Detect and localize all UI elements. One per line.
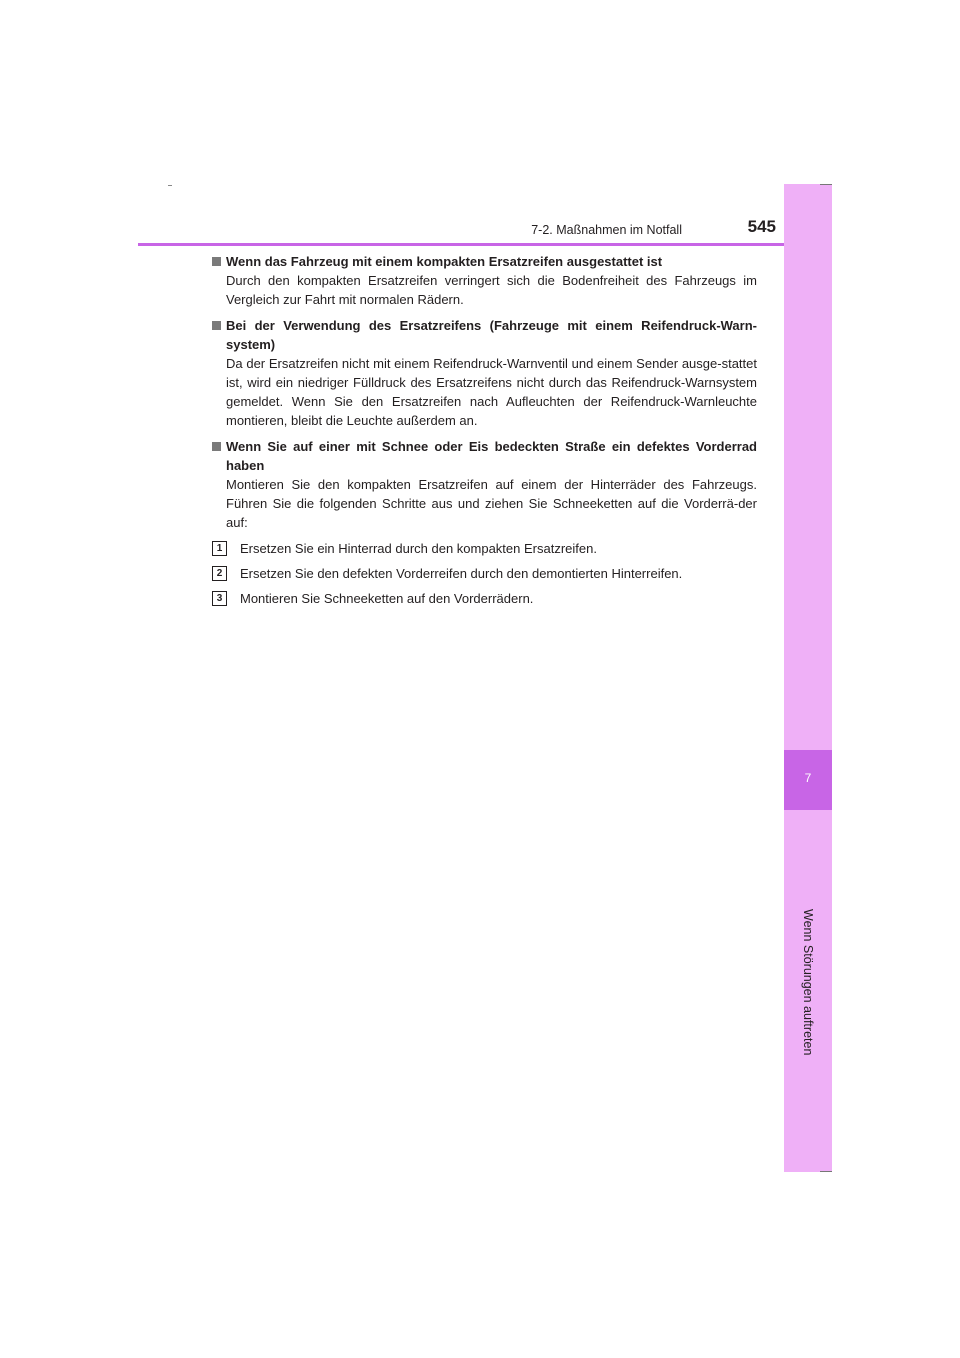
chapter-side-tab — [784, 184, 832, 1172]
section-heading-text: Wenn das Fahrzeug mit einem kompakten Ersatzreifen ausgestattet ist — [226, 254, 663, 269]
section-body: Da der Ersatzreifen nicht mit einem Reifendruck-Warnventil und einem Sender ausge-stattet ist, wird ein niedriger Fülldruck des Ersatzreifens nicht durch das Reifendruck-Warnsystem gemeldet. Wenn Sie den Ersatzreifen nach Aufleuchten der Reifendruck-Warnleuchte montieren, bleibt die Leuchte außerdem an. — [226, 356, 757, 428]
section-title: 7-2. Maßnahmen im Notfall — [531, 223, 682, 237]
chapter-number: 7 — [804, 771, 812, 785]
section-heading-text: Wenn Sie auf einer mit Schnee oder Eis bedeckten Straße ein defektes Vorderrad haben — [226, 439, 757, 473]
section-heading — [212, 437, 757, 475]
section-compact-spare — [212, 252, 757, 309]
square-bullet-icon — [212, 321, 221, 330]
page-header — [138, 214, 832, 244]
page-number: 545 — [747, 217, 776, 236]
step-number-box: 3 — [212, 591, 227, 606]
list-item — [212, 539, 757, 558]
header-rule — [138, 243, 832, 246]
section-body: Durch den kompakten Ersatzreifen verringert sich die Bodenfreiheit des Fahrzeugs im Vergleich zur Fahrt mit normalen Rädern. — [226, 273, 757, 307]
step-number-box: 1 — [212, 541, 227, 556]
square-bullet-icon — [212, 257, 221, 266]
step-text: Ersetzen Sie den defekten Vorderreifen durch den demontierten Hinterreifen. — [240, 566, 683, 581]
step-number-box: 2 — [212, 566, 227, 581]
step-text: Ersetzen Sie ein Hinterrad durch den kompakten Ersatzreifen. — [240, 541, 597, 556]
list-item — [212, 589, 757, 608]
list-item — [212, 564, 757, 583]
square-bullet-icon — [212, 442, 221, 451]
tab-bottom-mark — [820, 1171, 832, 1172]
section-heading — [212, 316, 757, 354]
section-snow-ice — [212, 437, 757, 532]
crop-mark — [168, 185, 172, 186]
section-body: Montieren Sie den kompakten Ersatzreifen auf einem der Hinterräder des Fahrzeugs. Führen Sie die folgenden Schritte aus und ziehen Sie Schneeketten auf die Vorderrä-der auf: — [226, 477, 757, 530]
chapter-number-box — [784, 750, 832, 810]
tab-top-mark — [820, 184, 832, 185]
page-content — [212, 252, 757, 614]
section-heading-text: Bei der Verwendung des Ersatzreifens (Fahrzeuge mit einem Reifendruck-Warn-system) — [226, 318, 757, 352]
section-heading — [212, 252, 757, 271]
chapter-title: Wenn Störungen auftreten — [801, 909, 815, 1056]
step-text: Montieren Sie Schneeketten auf den Vorderrädern. — [240, 591, 534, 606]
step-list — [212, 539, 757, 608]
section-tire-pressure — [212, 316, 757, 430]
